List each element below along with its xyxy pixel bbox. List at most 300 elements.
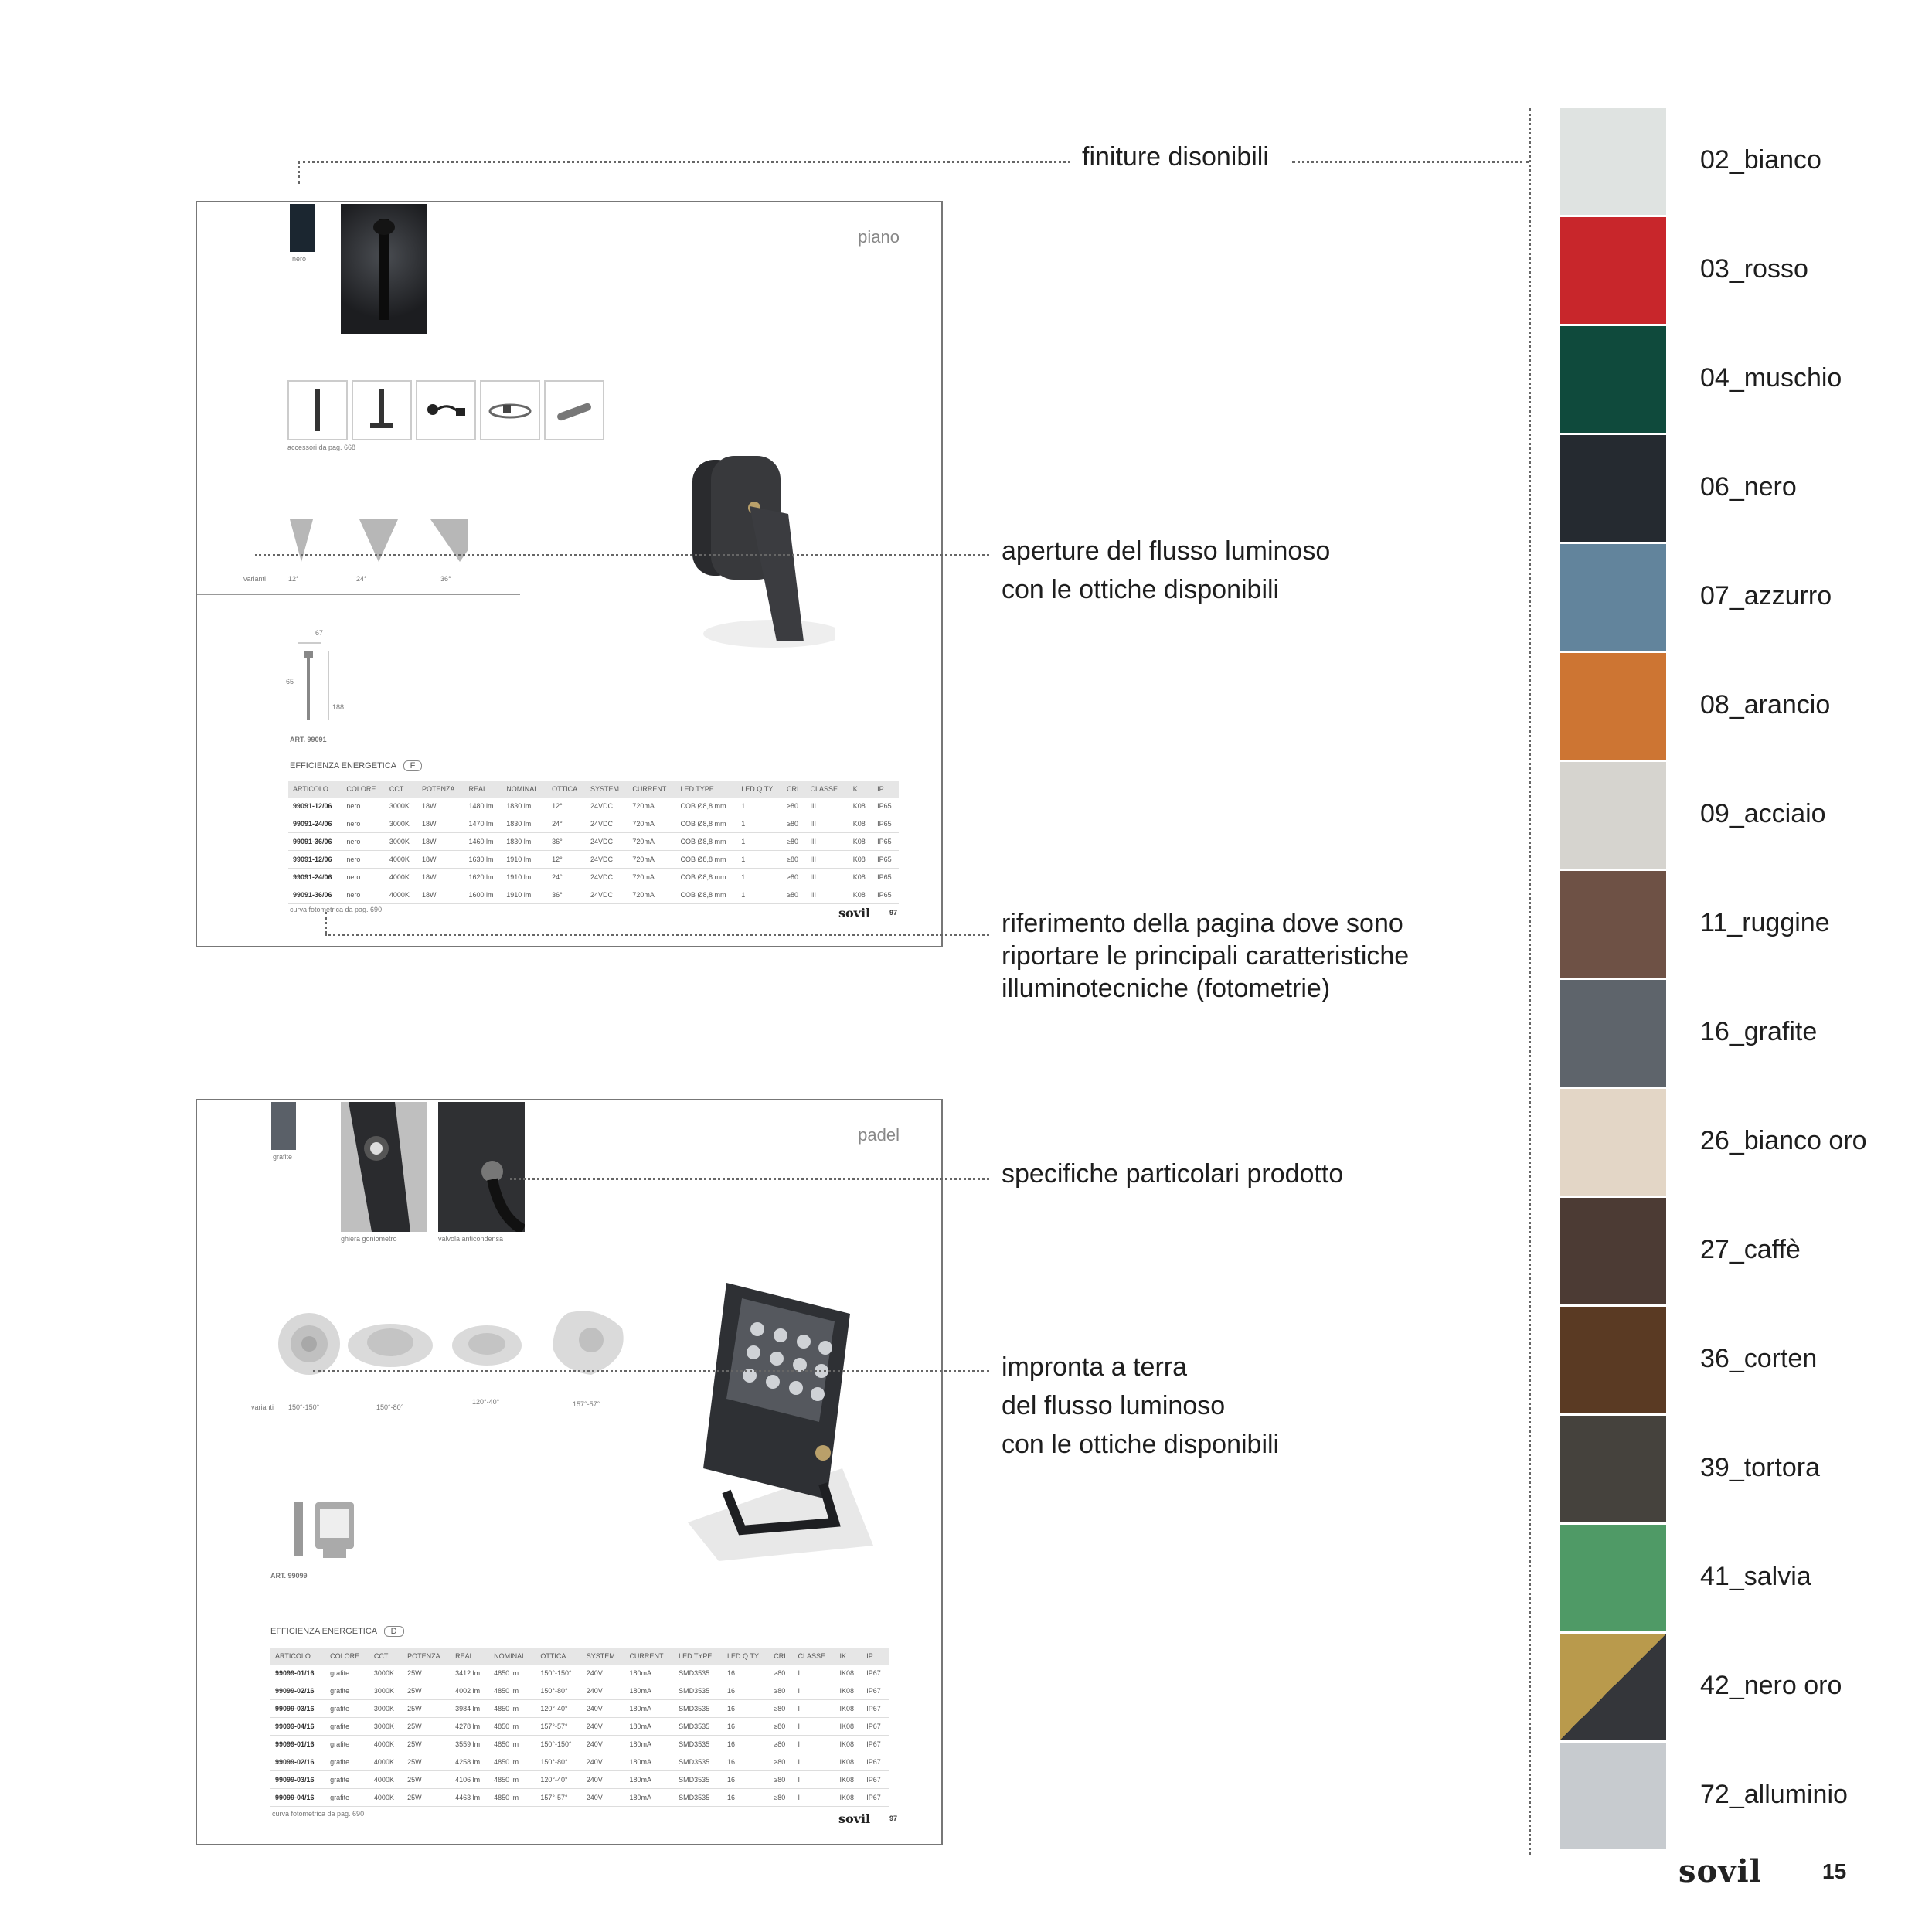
- table-cell: ≥80: [782, 833, 806, 851]
- column-header: REAL: [464, 781, 502, 798]
- leader-aperture: [255, 554, 989, 556]
- leader-finiture-down: [298, 161, 300, 184]
- table-cell: 18W: [417, 815, 464, 833]
- table-cell: COB Ø8,8 mm: [675, 833, 736, 851]
- column-header: IP: [862, 1648, 889, 1665]
- card-brand-logo: sovil: [838, 1811, 871, 1826]
- table-row: [270, 1700, 889, 1718]
- table-cell: 3000K: [385, 798, 417, 815]
- finish-swatch[interactable]: [1560, 1634, 1666, 1740]
- finish-thumb: [290, 204, 315, 252]
- table-cell: IP65: [872, 851, 899, 869]
- table-row: [288, 798, 899, 815]
- table-cell: IP65: [872, 886, 899, 904]
- table-cell: I: [794, 1753, 835, 1771]
- finish-swatch-label: 07_azzurro: [1700, 581, 1832, 611]
- accessory-2[interactable]: [352, 380, 412, 440]
- table-cell: 99099-03/16: [270, 1771, 325, 1789]
- table-cell: SMD3535: [674, 1736, 723, 1753]
- table-cell: 1480 lm: [464, 798, 502, 815]
- table-cell: 3000K: [369, 1718, 403, 1736]
- table-cell: III: [806, 869, 847, 886]
- table-cell: 4000K: [385, 886, 417, 904]
- column-header: SYSTEM: [582, 1648, 625, 1665]
- energy-label: [270, 1626, 404, 1637]
- table-cell: 720mA: [628, 869, 675, 886]
- finish-swatch-label: 11_ruggine: [1700, 908, 1830, 937]
- table-cell: COB Ø8,8 mm: [675, 798, 736, 815]
- swatch-separator: [1529, 108, 1531, 1855]
- table-cell: 180mA: [624, 1753, 674, 1771]
- column-header: POTENZA: [417, 781, 464, 798]
- finish-swatch[interactable]: [1560, 1416, 1666, 1522]
- finish-swatch-label: 39_tortora: [1700, 1453, 1820, 1482]
- column-header: COLORE: [325, 1648, 369, 1665]
- table-cell: 25W: [403, 1682, 451, 1700]
- table-cell: 99091-12/06: [288, 798, 342, 815]
- table-cell: 99099-01/16: [270, 1665, 325, 1682]
- finish-swatch-label: 36_corten: [1700, 1344, 1818, 1373]
- table-cell: 4106 lm: [451, 1771, 489, 1789]
- table-cell: IK08: [835, 1736, 862, 1753]
- table-cell: IP65: [872, 798, 899, 815]
- table-cell: 120°-40°: [536, 1700, 581, 1718]
- annotation-riferimento-3: illuminotecniche (fotometrie): [1002, 974, 1331, 1003]
- column-header: IK: [835, 1648, 862, 1665]
- column-header: REAL: [451, 1648, 489, 1665]
- footprint-angle-4: 157°-57°: [573, 1400, 600, 1408]
- column-header: CLASSE: [806, 781, 847, 798]
- table-cell: 120°-40°: [536, 1771, 581, 1789]
- table-cell: 16: [723, 1736, 769, 1753]
- table-cell: 16: [723, 1682, 769, 1700]
- table-cell: 16: [723, 1665, 769, 1682]
- finish-label: grafite: [273, 1153, 293, 1161]
- table-cell: 4000K: [385, 869, 417, 886]
- accessory-1[interactable]: [287, 380, 348, 440]
- table-cell: nero: [342, 869, 384, 886]
- annotation-aperture-1: aperture del flusso luminoso: [1002, 536, 1331, 566]
- table-cell: IP67: [862, 1736, 889, 1753]
- table-cell: ≥80: [782, 886, 806, 904]
- table-cell: 180mA: [624, 1718, 674, 1736]
- table-cell: 150°-150°: [536, 1665, 581, 1682]
- column-header: CURRENT: [624, 1648, 674, 1665]
- table-cell: SMD3535: [674, 1789, 723, 1807]
- card-title: piano: [858, 227, 900, 247]
- table-cell: 99091-24/06: [288, 869, 342, 886]
- table-cell: 1: [736, 833, 782, 851]
- finish-swatch-label: 42_nero oro: [1700, 1671, 1842, 1700]
- table-cell: III: [806, 815, 847, 833]
- table-cell: COB Ø8,8 mm: [675, 851, 736, 869]
- table-cell: 36°: [547, 886, 586, 904]
- leader-riferimento: [325, 934, 989, 936]
- table-cell: 240V: [582, 1771, 625, 1789]
- table-cell: 1: [736, 886, 782, 904]
- table-cell: 36°: [547, 833, 586, 851]
- table-cell: ≥80: [769, 1736, 793, 1753]
- table-cell: 99099-04/16: [270, 1718, 325, 1736]
- table-cell: 4850 lm: [489, 1665, 536, 1682]
- column-header: NOMINAL: [489, 1648, 536, 1665]
- table-cell: 1910 lm: [502, 886, 547, 904]
- table-cell: IK08: [835, 1682, 862, 1700]
- column-header: CCT: [385, 781, 417, 798]
- table-cell: I: [794, 1718, 835, 1736]
- table-cell: 25W: [403, 1718, 451, 1736]
- finish-swatch-label: 16_grafite: [1700, 1017, 1818, 1046]
- detail-photo-1: [341, 1102, 427, 1232]
- table-cell: nero: [342, 851, 384, 869]
- table-cell: 180mA: [624, 1771, 674, 1789]
- table-cell: SMD3535: [674, 1718, 723, 1736]
- table-cell: 99099-01/16: [270, 1736, 325, 1753]
- table-cell: grafite: [325, 1771, 369, 1789]
- table-cell: grafite: [325, 1718, 369, 1736]
- table-cell: 180mA: [624, 1682, 674, 1700]
- footprint-angle-3: 120°-40°: [472, 1398, 500, 1406]
- photometry-reference[interactable]: curva fotometrica da pag. 690: [290, 906, 383, 913]
- variants-label: varianti: [251, 1403, 274, 1411]
- table-cell: 1630 lm: [464, 851, 502, 869]
- table-cell: ≥80: [782, 851, 806, 869]
- table-cell: I: [794, 1736, 835, 1753]
- table-cell: 99099-02/16: [270, 1753, 325, 1771]
- finish-swatch[interactable]: [1560, 871, 1666, 978]
- detail-label-2: valvola anticondensa: [438, 1235, 504, 1243]
- table-cell: 157°-57°: [536, 1718, 581, 1736]
- table-cell: ≥80: [769, 1789, 793, 1807]
- table-cell: 4850 lm: [489, 1700, 536, 1718]
- dim-height: 188: [332, 703, 345, 711]
- table-row: [288, 833, 899, 851]
- table-row: [270, 1753, 889, 1771]
- table-cell: 16: [723, 1789, 769, 1807]
- table-cell: SMD3535: [674, 1771, 723, 1789]
- spec-table-piano: [288, 781, 899, 904]
- table-cell: IK08: [846, 815, 872, 833]
- column-header: ARTICOLO: [270, 1648, 325, 1665]
- table-cell: IK08: [835, 1753, 862, 1771]
- table-cell: 25W: [403, 1665, 451, 1682]
- table-cell: 16: [723, 1753, 769, 1771]
- table-cell: 24VDC: [586, 815, 628, 833]
- finish-swatch[interactable]: [1560, 544, 1666, 651]
- finish-swatch-label: 26_bianco oro: [1700, 1126, 1867, 1155]
- table-row: [270, 1682, 889, 1700]
- table-cell: 1600 lm: [464, 886, 502, 904]
- table-cell: IK08: [846, 886, 872, 904]
- column-header: OTTICA: [547, 781, 586, 798]
- table-cell: IP67: [862, 1771, 889, 1789]
- finish-swatch[interactable]: [1560, 762, 1666, 869]
- table-cell: 99091-36/06: [288, 886, 342, 904]
- leader-riferimento-down: [325, 912, 327, 934]
- energy-label-text: EFFICIENZA ENERGETICA: [290, 761, 396, 770]
- table-cell: 1910 lm: [502, 869, 547, 886]
- leader-specifiche: [510, 1178, 989, 1180]
- accessory-3[interactable]: [416, 380, 476, 440]
- column-header: ARTICOLO: [288, 781, 342, 798]
- energy-label: [290, 760, 422, 771]
- column-header: NOMINAL: [502, 781, 547, 798]
- table-cell: COB Ø8,8 mm: [675, 815, 736, 833]
- column-header: CRI: [769, 1648, 793, 1665]
- table-cell: 12°: [547, 851, 586, 869]
- table-cell: 24°: [547, 869, 586, 886]
- table-cell: 25W: [403, 1771, 451, 1789]
- table-cell: ≥80: [769, 1771, 793, 1789]
- column-header: LED Q.TY: [723, 1648, 769, 1665]
- table-cell: IP67: [862, 1718, 889, 1736]
- table-cell: ≥80: [769, 1700, 793, 1718]
- art-label: ART. 99099: [270, 1572, 308, 1580]
- table-cell: 25W: [403, 1736, 451, 1753]
- table-cell: SMD3535: [674, 1753, 723, 1771]
- table-cell: 99099-04/16: [270, 1789, 325, 1807]
- table-cell: 3559 lm: [451, 1736, 489, 1753]
- table-cell: grafite: [325, 1665, 369, 1682]
- table-cell: grafite: [325, 1700, 369, 1718]
- table-cell: ≥80: [769, 1718, 793, 1736]
- product-photo-piano: [341, 204, 427, 334]
- card-page-number: 97: [889, 909, 898, 917]
- table-cell: 1830 lm: [502, 798, 547, 815]
- table-cell: IP67: [862, 1700, 889, 1718]
- table-cell: 157°-57°: [536, 1789, 581, 1807]
- table-cell: 240V: [582, 1682, 625, 1700]
- table-cell: I: [794, 1700, 835, 1718]
- column-header: LED TYPE: [674, 1648, 723, 1665]
- table-cell: 24VDC: [586, 869, 628, 886]
- table-row: [270, 1789, 889, 1807]
- table-row: [288, 815, 899, 833]
- table-cell: 18W: [417, 798, 464, 815]
- table-cell: 3000K: [369, 1682, 403, 1700]
- table-row: [288, 886, 899, 904]
- table-cell: 99091-12/06: [288, 851, 342, 869]
- dim-side: 65: [286, 678, 294, 685]
- table-cell: 1: [736, 815, 782, 833]
- variants-label: varianti: [243, 575, 267, 583]
- leader-impronta: [313, 1370, 989, 1372]
- finish-swatch-label: 41_salvia: [1700, 1562, 1811, 1591]
- column-header: POTENZA: [403, 1648, 451, 1665]
- column-header: OTTICA: [536, 1648, 581, 1665]
- table-cell: IK08: [835, 1700, 862, 1718]
- table-cell: IK08: [846, 833, 872, 851]
- table-cell: 16: [723, 1718, 769, 1736]
- table-cell: 25W: [403, 1789, 451, 1807]
- table-cell: 3000K: [369, 1700, 403, 1718]
- table-cell: 3000K: [385, 815, 417, 833]
- table-cell: IP65: [872, 833, 899, 851]
- table-row: [270, 1718, 889, 1736]
- footer-page-number: 15: [1822, 1859, 1847, 1883]
- finish-swatch[interactable]: [1560, 435, 1666, 542]
- column-header: CCT: [369, 1648, 403, 1665]
- finish-swatch-label: 27_caffè: [1700, 1235, 1801, 1264]
- table-cell: 16: [723, 1700, 769, 1718]
- spotlight-silhouette-icon: [341, 204, 427, 334]
- footer-brand-logo: sovil: [1679, 1853, 1762, 1889]
- accessory-5[interactable]: [544, 380, 604, 440]
- column-header: SYSTEM: [586, 781, 628, 798]
- table-cell: 4850 lm: [489, 1682, 536, 1700]
- table-cell: 18W: [417, 869, 464, 886]
- table-cell: IK08: [835, 1665, 862, 1682]
- table-cell: 99091-24/06: [288, 815, 342, 833]
- table-cell: 3000K: [385, 833, 417, 851]
- table-cell: ≥80: [782, 869, 806, 886]
- table-cell: 1620 lm: [464, 869, 502, 886]
- table-cell: I: [794, 1771, 835, 1789]
- table-cell: ≥80: [782, 815, 806, 833]
- table-cell: I: [794, 1789, 835, 1807]
- table-cell: 4850 lm: [489, 1789, 536, 1807]
- table-cell: 99099-02/16: [270, 1682, 325, 1700]
- energy-class-badge: D: [384, 1626, 404, 1637]
- table-cell: IK08: [835, 1718, 862, 1736]
- table-cell: 4850 lm: [489, 1718, 536, 1736]
- table-cell: 720mA: [628, 851, 675, 869]
- table-cell: IK08: [835, 1771, 862, 1789]
- finish-swatch-label: 72_alluminio: [1700, 1780, 1848, 1809]
- finish-swatch-label: 09_acciaio: [1700, 799, 1826, 828]
- finish-swatch[interactable]: [1560, 980, 1666, 1087]
- table-row: [270, 1665, 889, 1682]
- table-cell: 24VDC: [586, 886, 628, 904]
- spec-table-padel: [270, 1648, 889, 1807]
- photometry-reference[interactable]: curva fotometrica da pag. 690: [272, 1810, 365, 1818]
- column-header: IP: [872, 781, 899, 798]
- table-cell: 99091-36/06: [288, 833, 342, 851]
- column-header: LED TYPE: [675, 781, 736, 798]
- table-cell: 240V: [582, 1736, 625, 1753]
- table-cell: 1830 lm: [502, 815, 547, 833]
- table-cell: 4258 lm: [451, 1753, 489, 1771]
- table-cell: 1470 lm: [464, 815, 502, 833]
- table-cell: IP67: [862, 1665, 889, 1682]
- annotation-riferimento-1: riferimento della pagina dove sono: [1002, 909, 1403, 938]
- table-cell: IP67: [862, 1682, 889, 1700]
- table-cell: 240V: [582, 1718, 625, 1736]
- annotation-specifiche: specifiche particolari prodotto: [1002, 1159, 1344, 1189]
- finish-thumb: [271, 1102, 296, 1150]
- finish-swatch[interactable]: [1560, 1525, 1666, 1631]
- table-cell: 1910 lm: [502, 851, 547, 869]
- table-cell: 4000K: [369, 1789, 403, 1807]
- table-cell: 99099-03/16: [270, 1700, 325, 1718]
- angle-2: 24°: [356, 575, 367, 583]
- dimension-drawing: [270, 1487, 386, 1572]
- table-cell: 25W: [403, 1700, 451, 1718]
- table-cell: 180mA: [624, 1789, 674, 1807]
- finish-swatch[interactable]: [1560, 1307, 1666, 1413]
- table-cell: 24VDC: [586, 833, 628, 851]
- energy-label-text: EFFICIENZA ENERGETICA: [270, 1627, 377, 1636]
- detail-photo-2: [438, 1102, 525, 1232]
- table-cell: ≥80: [769, 1665, 793, 1682]
- finish-swatch[interactable]: [1560, 217, 1666, 324]
- column-header: COLORE: [342, 781, 384, 798]
- table-cell: 720mA: [628, 798, 675, 815]
- finish-swatch[interactable]: [1560, 653, 1666, 760]
- finish-swatch[interactable]: [1560, 326, 1666, 433]
- finish-label: nero: [292, 255, 307, 263]
- table-cell: 150°-80°: [536, 1753, 581, 1771]
- table-cell: 180mA: [624, 1736, 674, 1753]
- table-cell: IK08: [846, 869, 872, 886]
- table-cell: 240V: [582, 1700, 625, 1718]
- beam-angles-diagram: [267, 512, 468, 581]
- finish-swatch-label: 03_rosso: [1700, 254, 1808, 284]
- table-cell: ≥80: [769, 1682, 793, 1700]
- table-cell: 720mA: [628, 833, 675, 851]
- table-cell: 4850 lm: [489, 1736, 536, 1753]
- table-cell: COB Ø8,8 mm: [675, 886, 736, 904]
- finish-swatch[interactable]: [1560, 108, 1666, 215]
- table-cell: SMD3535: [674, 1700, 723, 1718]
- table-cell: 16: [723, 1771, 769, 1789]
- table-cell: grafite: [325, 1789, 369, 1807]
- footprint-angle-1: 150°-150°: [288, 1403, 320, 1411]
- table-row: [288, 851, 899, 869]
- table-cell: 720mA: [628, 886, 675, 904]
- table-cell: IP65: [872, 869, 899, 886]
- table-cell: 4000K: [385, 851, 417, 869]
- annotation-riferimento-2: riportare le principali caratteristiche: [1002, 941, 1410, 971]
- angle-3: 36°: [440, 575, 451, 583]
- table-cell: IP65: [872, 815, 899, 833]
- table-cell: 1: [736, 798, 782, 815]
- table-cell: 4463 lm: [451, 1789, 489, 1807]
- column-header: IK: [846, 781, 872, 798]
- energy-class-badge: F: [403, 760, 423, 771]
- table-cell: III: [806, 886, 847, 904]
- table-cell: 240V: [582, 1753, 625, 1771]
- finish-swatch[interactable]: [1560, 1089, 1666, 1196]
- table-cell: 24°: [547, 815, 586, 833]
- annotation-finiture: finiture disonibili: [1082, 142, 1269, 172]
- annotation-impronta-3: con le ottiche disponibili: [1002, 1430, 1280, 1459]
- table-cell: grafite: [325, 1682, 369, 1700]
- spotlight-product-image: [665, 452, 835, 653]
- table-cell: 1: [736, 851, 782, 869]
- table-cell: 25W: [403, 1753, 451, 1771]
- table-cell: 240V: [582, 1665, 625, 1682]
- accessory-4[interactable]: [480, 380, 540, 440]
- table-cell: SMD3535: [674, 1665, 723, 1682]
- card-title: padel: [858, 1125, 900, 1145]
- table-cell: 3984 lm: [451, 1700, 489, 1718]
- table-cell: 12°: [547, 798, 586, 815]
- table-row: [270, 1736, 889, 1753]
- table-cell: 240V: [582, 1789, 625, 1807]
- table-cell: 4002 lm: [451, 1682, 489, 1700]
- footprint-angle-2: 150°-80°: [376, 1403, 404, 1411]
- table-cell: 3000K: [369, 1665, 403, 1682]
- table-cell: 3412 lm: [451, 1665, 489, 1682]
- finish-swatch[interactable]: [1560, 1743, 1666, 1849]
- finish-swatch-label: 08_arancio: [1700, 690, 1831, 719]
- finish-swatch[interactable]: [1560, 1198, 1666, 1304]
- annotation-impronta-1: impronta a terra: [1002, 1352, 1187, 1382]
- table-cell: nero: [342, 798, 384, 815]
- table-cell: COB Ø8,8 mm: [675, 869, 736, 886]
- table-row: [270, 1771, 889, 1789]
